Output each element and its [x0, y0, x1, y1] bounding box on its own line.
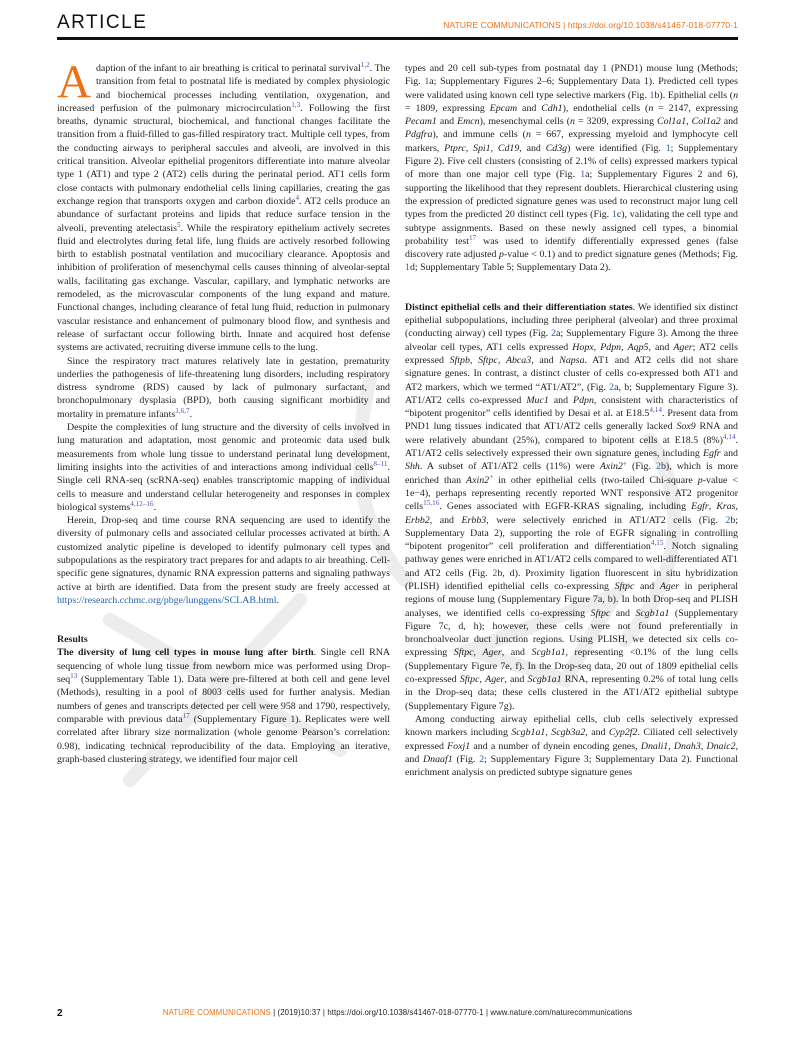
reference-link[interactable]: 17 [182, 712, 190, 721]
hyperlink[interactable]: 2 [551, 328, 557, 340]
paragraph: Herein, Drop-seq and time course RNA sequencing are used to identify the diversity of pulmonary cells and associated cellular processes activated at birth. A customized analytic pipeline is developed to identify pulmonary cell types and subpopulations as the respiratory tract prepares for and adapts to air breathing. Cell-specific gene signatures, dynamic RNA expression patterns and signaling pathways active at birth are identified. Data from the present study are freely accessed at https://research.cchmc.org/pbge/lunggens/SCLAB.html. [57, 515, 390, 606]
reference-link[interactable]: 1,6,7 [175, 406, 190, 415]
article-label: ARTICLE [57, 12, 148, 33]
citation-journal: NATURE COMMUNICATIONS [162, 1008, 271, 1017]
reference-link[interactable]: 15,16 [423, 499, 440, 508]
paragraph: Among conducting airway epithelial cells, club cells selectively expressed known markers including Scgb1a1, Scgb3a2, and Cyp2f2. Ciliated cell selectively expressed Foxj1 and a number of dynein encoding genes, Dnali1, Dnah3, Dnaic2, and Dnaaf1 (Fig. 2; Supplementary Figure 3; Supplementary Data 2). Functional enrichment analysis on predicted subtype signature genes [405, 713, 739, 779]
citation-rest: | (2019)10:37 | https://doi.org/10.1038/s41467-018-07770-1 | www.nature.com/naturecommunications [270, 1008, 633, 1017]
paragraph: types and 20 cell sub-types from postnatal day 1 (PND1) mouse lung (Methods; Fig. 1a; Supplementary Figures 2–6; Supplementary Data 1). Predicted cell types were validated using known cell type selective markers (Fig. 1b). Epithelial cells (n = 1809, expressing Epcam and Cdh1), endothelial cells (n = 2147, expressing Pecam1 and Emcn), mesenchymal cells (n = 3209, expressing Col1a1, Col1a2 and Pdgfra), and immune cells (n = 667, expressing myeloid and lymphocyte cell markers, Ptprc, Spi1, Cd19, and Cd3g) were identified (Fig. 1; Supplementary Figure 2). Five cell clusters (consisting of 2.1% of cells) expressed markers typical of more than one major cell type (Fig. 1a; Supplementary Figures 2 and 6), supporting the likelihood that they represent doublets. Hierarchical clustering using the expression of predicted signature genes was used to reconstruct major lung cell types from the predicted 20 distinct cell types (Fig. 1c), validating the cell type and subtype assignments. Based on these newly assigned cell types, a binomial probability test$^{17}$ was used to identify differentially expressed genes (false discovery rate adjusted p-value < 0.1) and to predict signature genes (Methods; Fig. 1d; Supplementary Table 5; Supplementary Data 2). [405, 63, 739, 274]
paragraph: The diversity of lung cell types in mouse lung after birth. Single cell RNA sequencing of whole lung tissue from newborn mice was performed using Drop-seq$^{13}$ (Supplementary Table 1). Data were pre-filtered at both cell and gene level (Methods), resulting in a pool of 8003 cells used for further analysis. Median numbers of genes and transcripts detected per cell were 958 and 1790, respectively, comparable with previous data$^{17}$ (Supplementary Figure 1). Replicates were well correlated after library size normalization (whole genome Pearson’s correlation: 0.98), indicating technical reproducibility of the data. Employing an iterative, graph-based clustering strategy, we identified four major cell [57, 647, 390, 765]
reference-link[interactable]: 4,14 [722, 432, 736, 441]
runin-heading: Distinct epithelial cells and their differentiation states [405, 301, 633, 313]
reference-link[interactable]: 1,3 [291, 101, 301, 110]
reference-link[interactable]: 5 [176, 220, 181, 229]
runin-heading: The diversity of lung cell types in mouse lung after birth [57, 647, 314, 659]
paragraph: Adaption of the infant to air breathing is critical to perinatal survival$^{1,2}$. The transition from fetal to postnatal life is mediated by complex physiologic and biochemical processes including ventilation, oxygenation, and increased perfusion of the pulmonary microcirculation$^{1,3}$. Following the first breaths, dynamic structural, biochemical, and functional changes facilitate the transition from a fluid-filled to gas-filled respiratory tract. Multiple cell types, from the conducting airways to peripheral saccules and alveoli, are involved in this critical transition. Alveolar epithelial progenitors differentiate into mature alveolar type 1 (AT1) and type 2 (AT2) cells during the perinatal period. AT1 cells form close contacts with pulmonary endothelial cells lining capillaries, creating the gas exchange region that transports oxygen and carbon dioxide$^4$. AT2 cells produce an abundance of surfactant proteins and lipids that reduce surface tension in the alveoli, preventing atelectasis$^5$. While the respiratory epithelium actively secretes fluid and electrolytes during fetal life, lung fluids are actively resorbed following birth to establish postnatal ventilation and mucociliary clearance. Apoptosis and inhibition of proliferation of mesenchymal cells causes thinning of alveolar-septal walls, facilitating gas exchange. Vascular, capillary, and lymphatic networks are remodeled, as the microvascular components of the lung expand and mature. Functional changes, including clearance of fetal lung fluid, reduction in pulmonary vascular resistance and enhancement of pulmonary blood flow, and synthesis and release of surfactant occur following birth. Innate and acquired host defense systems are activated, recruiting diverse immune cells to the lung. [57, 56, 390, 354]
hyperlink[interactable]: 1 [611, 209, 617, 221]
citation-line [57, 1008, 738, 1017]
reference-link[interactable]: 13 [70, 672, 78, 681]
hyperlink[interactable]: 1 [665, 142, 671, 154]
hyperlink[interactable]: 1 [405, 262, 410, 274]
hyperlink[interactable]: 1 [649, 89, 655, 101]
hyperlink[interactable]: 2 [656, 461, 661, 473]
reference-link[interactable]: 4,12–16 [130, 500, 154, 508]
right-column [405, 62, 738, 779]
superscript: + [489, 472, 494, 481]
section-heading: Results [57, 634, 88, 646]
hyperlink[interactable]: 1 [580, 169, 586, 181]
paragraph: Since the respiratory tract matures relatively late in gestation, prematurity underlies the pathogenesis of life-threatening lung disorders, including respiratory distress syndrome (RDS) caused by lack of pulmonary surfactant, and bronchopulmonary dysplasia (BPD), both causing significant morbidity and mortality in premature infants$^{1,6,7}$. [57, 355, 390, 420]
reference-link[interactable]: 1,2 [360, 61, 370, 70]
paragraph: Despite the complexities of lung structure and the diversity of cells involved in lung maturation and adaptation, most genomic and proteomic data used bulk measurements from whole lung tissue to understand perinatal lung development, limiting insights into the activities of and interactions among individual cells$^{8-11}$. Single cell RNA-seq (scRNA-seq) enables transcriptomic mapping of individual cells to measure and understand cellular heterogeneity and responses in complex biological systems$^{4,12-16}$. [57, 422, 390, 513]
hyperlink[interactable]: 2 [609, 381, 615, 393]
superscript: + [622, 459, 627, 468]
hyperlink[interactable]: 1 [424, 76, 430, 88]
page-header [57, 13, 738, 40]
reference-link[interactable]: 4,14 [649, 406, 662, 415]
hyperlink[interactable]: 2 [725, 514, 731, 526]
hyperlink[interactable]: 2 [479, 753, 485, 765]
page-number: 2 [57, 1008, 63, 1019]
page-footer [57, 1008, 738, 1022]
left-column [57, 56, 390, 779]
reference-link[interactable]: 17 [468, 234, 477, 243]
article-body [57, 56, 739, 779]
reference-link[interactable]: 4 [295, 194, 300, 203]
hyperlink[interactable]: https://research.cchmc.org/pbge/lunggens/SCLAB.html [57, 594, 277, 606]
reference-link[interactable]: 8–11 [373, 460, 388, 469]
paragraph: Distinct epithelial cells and their differentiation states. We identified six distinct epithelial subpopulations, including three peripheral (alveolar) and three proximal (conducting airway) cell types (Fig. 2a; Supplementary Figure 3). Among the three alveolar cell types, AT1 cells expressed Hopx, Pdpn, Aqp5, and Ager; AT2 cells expressed Sftpb, Sftpc, Abca3, and Napsa. AT1 and AT2 cells did not share signature genes. In contrast, a distinct cluster of cells co-expressed both AT1 and AT2 markers, which we termed “AT1/AT2”, (Fig. 2a, b; Supplementary Figure 3). AT1/AT2 cells co-expressed Muc1 and Pdpn, consistent with characteristics of “bipotent progenitor” cells identified by Desai et al. at E18.5$^{4,14}$. Present data from PND1 lung tissues indicated that AT1/AT2 cells generally lacked Sox9 RNA and were relatively abundant (25%), compared to bipotent cells at E18.5 (8%)$^{4,14}$. AT1/AT2 cells selectively expressed their own signature genes, including Egfr and Shh. A subset of AT1/AT2 cells (11%) were Axin2+ (Fig. 2b), which is more enriched than Axin2+ in other epithelial cells (two-tailed Chi-square p-value < 1e−4), perhaps representing recently reported WNT responsive AT2 progenitor cells$^{15,16}$. Genes associated with EGFR-KRAS signaling, including Egfr, Kras, Erbb2, and Erbb3, were selectively enriched in AT1/AT2 cells (Fig. 2b; Supplementary Data 2), supporting the role of EGFR signaling in controlling “bipotent progenitor” cell proliferation and differentiation$^{4,15}$. Notch signaling pathway genes were enriched in AT1/AT2 cells compared to well-differentiated AT1 and AT2 cells (Fig. 2b, d). Proximity ligation fluorescent in situ hybridization (PLISH) identified epithelial cells co-expressing Sftpc and Ager in peripheral regions of mouse lung (Supplementary Figure 7a, b). In both Drop-seq and PLISH analyses, we identified cells co-expressing Sftpc and Scgb1a1 (Supplementary Figure 7c, d, h); however, these cells were not found preferentially in bronchoalveolar duct junction regions. Using PLISH, we detected six cells co-expressing Sftpc, Ager, and Scgb1a1, representing <0.1% of the lung cells (Supplementary Figure 7e, f). In the Drop-seq data, 20 out of 1809 epithelial cells co-expressed Sftpc, Ager, and Scgb1a1 RNA, representing 0.2% of total lung cells in the Drop-seq data; these cells clustered in the AT1/AT2 epithelial subtype (Supplementary Figure 7g). [405, 301, 739, 712]
hyperlink[interactable]: 2 [492, 567, 498, 579]
journal-doi-line: NATURE COMMUNICATIONS | https://doi.org/10.1038/s41467-018-07770-1 [443, 20, 738, 30]
reference-link[interactable]: 4,15 [650, 539, 664, 548]
dropcap: A [57, 56, 91, 108]
